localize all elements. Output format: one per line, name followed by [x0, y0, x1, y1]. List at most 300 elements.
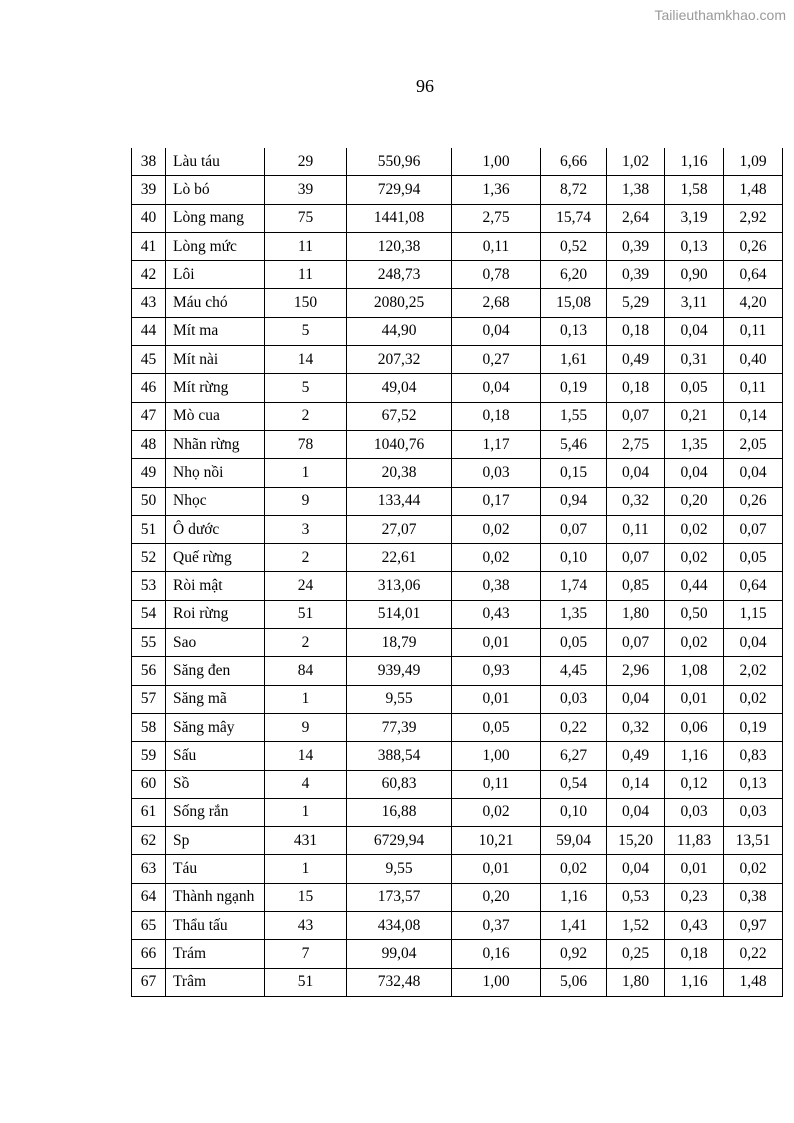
col8-cell: 1,35: [665, 430, 724, 458]
row-number-cell: 65: [132, 912, 166, 940]
count-cell: 43: [265, 912, 347, 940]
col7-cell: 0,53: [607, 883, 665, 911]
value-cell: 77,39: [347, 713, 452, 741]
col5-cell: 0,38: [452, 572, 541, 600]
col6-cell: 0,15: [541, 459, 607, 487]
col9-cell: 0,02: [724, 855, 783, 883]
value-cell: 49,04: [347, 374, 452, 402]
species-name-cell: Mít rừng: [166, 374, 265, 402]
col5-cell: 0,18: [452, 402, 541, 430]
row-number-cell: 56: [132, 657, 166, 685]
col6-cell: 0,92: [541, 940, 607, 968]
col5-cell: 10,21: [452, 827, 541, 855]
col9-cell: 0,64: [724, 261, 783, 289]
col8-cell: 0,50: [665, 600, 724, 628]
col9-cell: 0,14: [724, 402, 783, 430]
table-row: [132, 827, 783, 855]
species-name-cell: Thẩu tấu: [166, 912, 265, 940]
col6-cell: 0,22: [541, 713, 607, 741]
table-row: [132, 148, 783, 176]
value-cell: 1441,08: [347, 204, 452, 232]
col6-cell: 0,13: [541, 317, 607, 345]
row-number-cell: 47: [132, 402, 166, 430]
col9-cell: 1,48: [724, 968, 783, 996]
table-row: [132, 855, 783, 883]
count-cell: 1: [265, 685, 347, 713]
col5-cell: 0,27: [452, 346, 541, 374]
row-number-cell: 54: [132, 600, 166, 628]
col5-cell: 1,00: [452, 148, 541, 176]
col5-cell: 1,00: [452, 742, 541, 770]
row-number-cell: 64: [132, 883, 166, 911]
col9-cell: 0,03: [724, 798, 783, 826]
count-cell: 4: [265, 770, 347, 798]
table-row: [132, 487, 783, 515]
col9-cell: 0,97: [724, 912, 783, 940]
col8-cell: 0,05: [665, 374, 724, 402]
species-name-cell: Máu chó: [166, 289, 265, 317]
col8-cell: 0,13: [665, 232, 724, 260]
species-name-cell: Mò cua: [166, 402, 265, 430]
col9-cell: 0,64: [724, 572, 783, 600]
col7-cell: 0,49: [607, 346, 665, 374]
page-number: 96: [416, 76, 434, 96]
value-cell: 2080,25: [347, 289, 452, 317]
species-name-cell: Roi rừng: [166, 600, 265, 628]
species-name-cell: Sao: [166, 629, 265, 657]
species-name-cell: Trám: [166, 940, 265, 968]
row-number-cell: 50: [132, 487, 166, 515]
value-cell: 27,07: [347, 515, 452, 543]
col5-cell: 0,17: [452, 487, 541, 515]
table-row: [132, 544, 783, 572]
row-number-cell: 42: [132, 261, 166, 289]
col9-cell: 0,07: [724, 515, 783, 543]
col8-cell: 0,90: [665, 261, 724, 289]
species-name-cell: Làu táu: [166, 148, 265, 176]
col6-cell: 59,04: [541, 827, 607, 855]
species-name-cell: Thành ngạnh: [166, 883, 265, 911]
col9-cell: 0,11: [724, 374, 783, 402]
species-table: [131, 148, 783, 997]
col9-cell: 0,26: [724, 232, 783, 260]
count-cell: 9: [265, 487, 347, 515]
row-number-cell: 52: [132, 544, 166, 572]
col8-cell: 3,19: [665, 204, 724, 232]
count-cell: 3: [265, 515, 347, 543]
table-row: [132, 402, 783, 430]
species-name-cell: Quế rừng: [166, 544, 265, 572]
count-cell: 1: [265, 798, 347, 826]
col6-cell: 0,03: [541, 685, 607, 713]
row-number-cell: 55: [132, 629, 166, 657]
col8-cell: 0,01: [665, 685, 724, 713]
table-row: [132, 374, 783, 402]
col6-cell: 1,41: [541, 912, 607, 940]
col5-cell: 0,01: [452, 685, 541, 713]
count-cell: 84: [265, 657, 347, 685]
count-cell: 78: [265, 430, 347, 458]
row-number-cell: 61: [132, 798, 166, 826]
species-name-cell: Táu: [166, 855, 265, 883]
col7-cell: 0,39: [607, 232, 665, 260]
row-number-cell: 46: [132, 374, 166, 402]
col9-cell: 0,13: [724, 770, 783, 798]
row-number-cell: 63: [132, 855, 166, 883]
col7-cell: 0,85: [607, 572, 665, 600]
count-cell: 5: [265, 317, 347, 345]
col7-cell: 0,32: [607, 487, 665, 515]
species-name-cell: Sồ: [166, 770, 265, 798]
col6-cell: 15,74: [541, 204, 607, 232]
value-cell: 22,61: [347, 544, 452, 572]
species-name-cell: Mít nài: [166, 346, 265, 374]
value-cell: 99,04: [347, 940, 452, 968]
col5-cell: 0,43: [452, 600, 541, 628]
table-row: [132, 176, 783, 204]
row-number-cell: 41: [132, 232, 166, 260]
count-cell: 29: [265, 148, 347, 176]
col9-cell: 0,04: [724, 629, 783, 657]
col6-cell: 5,46: [541, 430, 607, 458]
species-name-cell: Trâm: [166, 968, 265, 996]
col9-cell: 0,04: [724, 459, 783, 487]
table-row: [132, 317, 783, 345]
count-cell: 51: [265, 600, 347, 628]
col7-cell: 1,38: [607, 176, 665, 204]
col6-cell: 8,72: [541, 176, 607, 204]
col9-cell: 0,40: [724, 346, 783, 374]
species-name-cell: Nhãn rừng: [166, 430, 265, 458]
species-name-cell: Lôi: [166, 261, 265, 289]
count-cell: 14: [265, 742, 347, 770]
col9-cell: 0,11: [724, 317, 783, 345]
row-number-cell: 49: [132, 459, 166, 487]
col9-cell: 0,02: [724, 685, 783, 713]
col5-cell: 2,75: [452, 204, 541, 232]
count-cell: 2: [265, 629, 347, 657]
species-name-cell: Săng mây: [166, 713, 265, 741]
col7-cell: 2,64: [607, 204, 665, 232]
col8-cell: 0,23: [665, 883, 724, 911]
count-cell: 2: [265, 544, 347, 572]
value-cell: 9,55: [347, 855, 452, 883]
col5-cell: 0,20: [452, 883, 541, 911]
col9-cell: 0,19: [724, 713, 783, 741]
col6-cell: 5,06: [541, 968, 607, 996]
table-row: [132, 600, 783, 628]
row-number-cell: 43: [132, 289, 166, 317]
col9-cell: 0,26: [724, 487, 783, 515]
col7-cell: 0,25: [607, 940, 665, 968]
row-number-cell: 40: [132, 204, 166, 232]
col7-cell: 0,18: [607, 317, 665, 345]
value-cell: 514,01: [347, 600, 452, 628]
table-row: [132, 515, 783, 543]
col7-cell: 0,11: [607, 515, 665, 543]
species-name-cell: Lò bó: [166, 176, 265, 204]
count-cell: 51: [265, 968, 347, 996]
value-cell: 9,55: [347, 685, 452, 713]
table-row: [132, 232, 783, 260]
col7-cell: 0,04: [607, 855, 665, 883]
table-row: [132, 713, 783, 741]
species-name-cell: Nhọ nồi: [166, 459, 265, 487]
col6-cell: 0,52: [541, 232, 607, 260]
species-name-cell: Săng mã: [166, 685, 265, 713]
col7-cell: 1,02: [607, 148, 665, 176]
value-cell: 67,52: [347, 402, 452, 430]
value-cell: 60,83: [347, 770, 452, 798]
value-cell: 18,79: [347, 629, 452, 657]
value-cell: 173,57: [347, 883, 452, 911]
table-row: [132, 289, 783, 317]
col8-cell: 1,16: [665, 148, 724, 176]
col6-cell: 4,45: [541, 657, 607, 685]
col8-cell: 0,03: [665, 798, 724, 826]
value-cell: 6729,94: [347, 827, 452, 855]
col7-cell: 0,49: [607, 742, 665, 770]
species-name-cell: Ròi mật: [166, 572, 265, 600]
col5-cell: 0,93: [452, 657, 541, 685]
col7-cell: 0,14: [607, 770, 665, 798]
col5-cell: 0,16: [452, 940, 541, 968]
table-row: [132, 798, 783, 826]
table-body: [132, 148, 783, 996]
row-number-cell: 53: [132, 572, 166, 600]
col5-cell: 0,02: [452, 515, 541, 543]
col6-cell: 1,74: [541, 572, 607, 600]
table-row: [132, 204, 783, 232]
col6-cell: 1,16: [541, 883, 607, 911]
row-number-cell: 44: [132, 317, 166, 345]
value-cell: 434,08: [347, 912, 452, 940]
col5-cell: 0,11: [452, 770, 541, 798]
col9-cell: 2,05: [724, 430, 783, 458]
col5-cell: 0,02: [452, 544, 541, 572]
col7-cell: 0,18: [607, 374, 665, 402]
table-row: [132, 912, 783, 940]
col5-cell: 2,68: [452, 289, 541, 317]
col6-cell: 6,20: [541, 261, 607, 289]
col5-cell: 1,00: [452, 968, 541, 996]
col8-cell: 1,16: [665, 742, 724, 770]
col8-cell: 0,18: [665, 940, 724, 968]
col5-cell: 0,01: [452, 629, 541, 657]
col6-cell: 1,61: [541, 346, 607, 374]
col5-cell: 0,78: [452, 261, 541, 289]
table-row: [132, 968, 783, 996]
col6-cell: 0,10: [541, 798, 607, 826]
count-cell: 1: [265, 459, 347, 487]
row-number-cell: 60: [132, 770, 166, 798]
value-cell: 207,32: [347, 346, 452, 374]
col6-cell: 0,05: [541, 629, 607, 657]
col7-cell: 0,39: [607, 261, 665, 289]
count-cell: 39: [265, 176, 347, 204]
count-cell: 431: [265, 827, 347, 855]
row-number-cell: 66: [132, 940, 166, 968]
col5-cell: 0,02: [452, 798, 541, 826]
col7-cell: 5,29: [607, 289, 665, 317]
count-cell: 75: [265, 204, 347, 232]
col7-cell: 0,04: [607, 685, 665, 713]
species-name-cell: Sống rắn: [166, 798, 265, 826]
value-cell: 133,44: [347, 487, 452, 515]
col5-cell: 0,37: [452, 912, 541, 940]
count-cell: 5: [265, 374, 347, 402]
col9-cell: 0,38: [724, 883, 783, 911]
col8-cell: 0,12: [665, 770, 724, 798]
species-name-cell: Nhọc: [166, 487, 265, 515]
col5-cell: 0,04: [452, 374, 541, 402]
table-row: [132, 940, 783, 968]
col9-cell: 0,05: [724, 544, 783, 572]
species-name-cell: Sấu: [166, 742, 265, 770]
col6-cell: 0,02: [541, 855, 607, 883]
col8-cell: 0,02: [665, 629, 724, 657]
col5-cell: 1,36: [452, 176, 541, 204]
col7-cell: 15,20: [607, 827, 665, 855]
table-row: [132, 572, 783, 600]
value-cell: 313,06: [347, 572, 452, 600]
row-number-cell: 39: [132, 176, 166, 204]
col9-cell: 1,09: [724, 148, 783, 176]
species-name-cell: Mít ma: [166, 317, 265, 345]
table-row: [132, 657, 783, 685]
row-number-cell: 57: [132, 685, 166, 713]
col8-cell: 11,83: [665, 827, 724, 855]
col6-cell: 6,66: [541, 148, 607, 176]
table-row: [132, 742, 783, 770]
row-number-cell: 38: [132, 148, 166, 176]
table-row: [132, 459, 783, 487]
row-number-cell: 48: [132, 430, 166, 458]
col8-cell: 0,02: [665, 544, 724, 572]
col8-cell: 1,08: [665, 657, 724, 685]
col7-cell: 0,04: [607, 798, 665, 826]
col6-cell: 0,94: [541, 487, 607, 515]
col5-cell: 0,11: [452, 232, 541, 260]
value-cell: 120,38: [347, 232, 452, 260]
col9-cell: 4,20: [724, 289, 783, 317]
col9-cell: 1,15: [724, 600, 783, 628]
col7-cell: 2,96: [607, 657, 665, 685]
value-cell: 16,88: [347, 798, 452, 826]
col5-cell: 0,03: [452, 459, 541, 487]
table-row: [132, 430, 783, 458]
col6-cell: 1,35: [541, 600, 607, 628]
col7-cell: 1,80: [607, 600, 665, 628]
table-row: [132, 685, 783, 713]
value-cell: 729,94: [347, 176, 452, 204]
col6-cell: 0,10: [541, 544, 607, 572]
col8-cell: 3,11: [665, 289, 724, 317]
count-cell: 11: [265, 261, 347, 289]
row-number-cell: 58: [132, 713, 166, 741]
col5-cell: 1,17: [452, 430, 541, 458]
col7-cell: 0,07: [607, 544, 665, 572]
col6-cell: 0,54: [541, 770, 607, 798]
row-number-cell: 62: [132, 827, 166, 855]
table-row: [132, 261, 783, 289]
col6-cell: 15,08: [541, 289, 607, 317]
col8-cell: 0,04: [665, 317, 724, 345]
col7-cell: 0,07: [607, 629, 665, 657]
col8-cell: 0,43: [665, 912, 724, 940]
col8-cell: 0,01: [665, 855, 724, 883]
col8-cell: 0,44: [665, 572, 724, 600]
col8-cell: 0,06: [665, 713, 724, 741]
value-cell: 388,54: [347, 742, 452, 770]
col7-cell: 0,32: [607, 713, 665, 741]
col6-cell: 1,55: [541, 402, 607, 430]
value-cell: 248,73: [347, 261, 452, 289]
col8-cell: 0,04: [665, 459, 724, 487]
count-cell: 9: [265, 713, 347, 741]
col6-cell: 6,27: [541, 742, 607, 770]
col8-cell: 1,58: [665, 176, 724, 204]
col7-cell: 1,52: [607, 912, 665, 940]
count-cell: 14: [265, 346, 347, 374]
table-row: [132, 629, 783, 657]
count-cell: 1: [265, 855, 347, 883]
value-cell: 939,49: [347, 657, 452, 685]
count-cell: 24: [265, 572, 347, 600]
row-number-cell: 51: [132, 515, 166, 543]
col6-cell: 0,07: [541, 515, 607, 543]
table-row: [132, 883, 783, 911]
species-name-cell: Săng đen: [166, 657, 265, 685]
table-row: [132, 346, 783, 374]
col5-cell: 0,04: [452, 317, 541, 345]
count-cell: 11: [265, 232, 347, 260]
col8-cell: 0,20: [665, 487, 724, 515]
col8-cell: 1,16: [665, 968, 724, 996]
count-cell: 150: [265, 289, 347, 317]
col7-cell: 2,75: [607, 430, 665, 458]
col9-cell: 0,22: [724, 940, 783, 968]
species-name-cell: Lòng mức: [166, 232, 265, 260]
value-cell: 732,48: [347, 968, 452, 996]
col8-cell: 0,02: [665, 515, 724, 543]
value-cell: 44,90: [347, 317, 452, 345]
table-row: [132, 770, 783, 798]
col5-cell: 0,01: [452, 855, 541, 883]
col9-cell: 13,51: [724, 827, 783, 855]
species-name-cell: Lòng mang: [166, 204, 265, 232]
value-cell: 1040,76: [347, 430, 452, 458]
species-name-cell: Sp: [166, 827, 265, 855]
col8-cell: 0,21: [665, 402, 724, 430]
row-number-cell: 59: [132, 742, 166, 770]
species-name-cell: Ô dước: [166, 515, 265, 543]
count-cell: 2: [265, 402, 347, 430]
count-cell: 7: [265, 940, 347, 968]
row-number-cell: 45: [132, 346, 166, 374]
value-cell: 20,38: [347, 459, 452, 487]
col9-cell: 2,02: [724, 657, 783, 685]
col7-cell: 0,07: [607, 402, 665, 430]
count-cell: 15: [265, 883, 347, 911]
row-number-cell: 67: [132, 968, 166, 996]
col8-cell: 0,31: [665, 346, 724, 374]
col9-cell: 1,48: [724, 176, 783, 204]
col7-cell: 1,80: [607, 968, 665, 996]
watermark: Tailieuthamkhao.com: [654, 7, 786, 23]
col9-cell: 2,92: [724, 204, 783, 232]
col9-cell: 0,83: [724, 742, 783, 770]
